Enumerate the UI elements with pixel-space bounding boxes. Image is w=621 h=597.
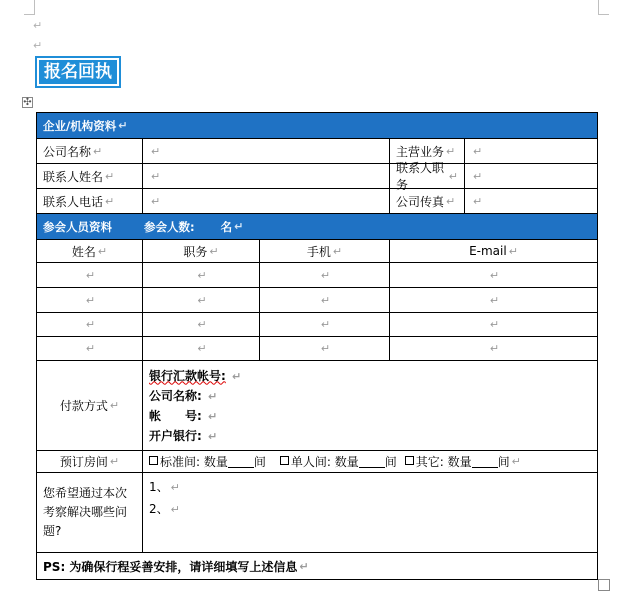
- question-item-2: 2、 ↵: [149, 502, 180, 516]
- column-header-position: 职务 ↵: [143, 240, 260, 262]
- company-fax-label-cell: [390, 189, 465, 213]
- company-section-title: 企业/机构资料: [43, 118, 117, 133]
- attendee-row: [37, 263, 597, 288]
- registration-form-table: [36, 112, 598, 580]
- attendee-count-unit: 名: [220, 219, 233, 234]
- paragraph-mark: ↵: [473, 169, 483, 183]
- contact-position-label: 联系人职务: [396, 161, 445, 192]
- paragraph-mark: ↵: [446, 194, 456, 208]
- contact-phone-label-cell: [37, 189, 143, 213]
- paragraph-mark: ↵: [448, 169, 458, 183]
- paragraph-mark: ↵: [151, 194, 161, 208]
- column-header-name: 姓名 ↵: [37, 240, 143, 262]
- company-fax-label: 公司传真: [396, 194, 445, 209]
- attendee-mobile-input[interactable]: ↵: [260, 313, 390, 336]
- company-name-input[interactable]: [143, 139, 390, 163]
- attendee-row: [37, 337, 597, 361]
- ps-note: PS: 为确保行程妥善安排，请详细填写上述信息: [43, 559, 298, 574]
- attendee-header-row: [37, 240, 597, 263]
- attendee-name-input[interactable]: ↵: [37, 288, 143, 312]
- opening-bank-line: 开户银行: ↵: [149, 428, 218, 443]
- attendee-section-title: 参会人员资料: [43, 219, 112, 234]
- paragraph-mark: ↵: [33, 19, 43, 32]
- contact-position-input[interactable]: [465, 164, 597, 188]
- attendee-mobile-input[interactable]: ↵: [260, 337, 390, 360]
- single-room-unit: 间: [384, 455, 397, 469]
- other-room-unit: 间: [497, 455, 510, 469]
- question-label-cell: [37, 473, 143, 552]
- payee-company-line: 公司名称: ↵: [149, 388, 218, 403]
- attendee-position-input[interactable]: ↵: [143, 288, 260, 312]
- bank-account-label: 银行汇款帐号:: [149, 368, 226, 383]
- table-resize-handle[interactable]: [598, 579, 610, 591]
- payment-details-input[interactable]: [143, 361, 597, 450]
- paragraph-mark: ↵: [105, 169, 115, 183]
- company-section-header: [37, 113, 597, 139]
- paragraph-mark: ↵: [109, 455, 120, 468]
- attendee-email-input[interactable]: ↵: [489, 318, 500, 331]
- question-row: [37, 473, 597, 553]
- room-options: [143, 451, 597, 472]
- column-header-mobile: 手机 ↵: [260, 240, 390, 262]
- contact-name-row: [37, 161, 597, 192]
- ps-note-cell: [37, 553, 597, 579]
- attendee-position-input[interactable]: ↵: [143, 337, 260, 360]
- attendee-section-header: [37, 214, 597, 240]
- main-business-input[interactable]: [465, 139, 597, 163]
- crop-mark-top-left: [24, 0, 35, 15]
- room-row: [37, 451, 597, 473]
- contact-phone-input[interactable]: [143, 189, 390, 213]
- ps-row: [37, 553, 597, 580]
- payment-label: 付款方式: [59, 399, 108, 413]
- single-room-checkbox[interactable]: [280, 456, 289, 465]
- attendee-name-input[interactable]: ↵: [37, 263, 143, 287]
- attendee-email-input[interactable]: ↵: [489, 293, 500, 307]
- company-name-label: 公司名称: [43, 144, 92, 159]
- attendee-position-input[interactable]: ↵: [143, 263, 260, 287]
- company-name-label-cell: [37, 139, 143, 163]
- title-frame: [35, 56, 121, 88]
- attendee-position-input[interactable]: ↵: [143, 313, 260, 336]
- contact-phone-label: 联系人电话: [43, 194, 104, 209]
- attendee-row: [37, 288, 597, 313]
- account-number-label: 帐 号:: [149, 408, 202, 423]
- attendee-email-input[interactable]: ↵: [489, 268, 500, 282]
- standard-room-label: 标准间: 数量: [160, 455, 228, 469]
- paragraph-mark: ↵: [33, 39, 43, 52]
- contact-position-label-cell: [390, 161, 465, 192]
- contact-phone-row: [37, 189, 597, 214]
- attendee-row: [37, 313, 597, 337]
- paragraph-mark: ↵: [151, 144, 161, 158]
- single-room-quantity-input[interactable]: [359, 456, 385, 468]
- company-name-row: [37, 139, 597, 164]
- question-item-1: 1、 ↵: [149, 480, 180, 494]
- standard-room-quantity-input[interactable]: [228, 456, 254, 468]
- other-room-checkbox[interactable]: [405, 456, 414, 465]
- payment-label-cell: [37, 361, 143, 450]
- paragraph-mark: ↵: [473, 144, 483, 158]
- paragraph-mark: ↵: [446, 144, 456, 158]
- contact-name-input[interactable]: [143, 164, 390, 188]
- paragraph-mark: ↵: [93, 144, 103, 158]
- payment-row: [37, 361, 597, 451]
- single-room-label: 单人间: 数量: [290, 455, 359, 469]
- table-move-icon[interactable]: ✣: [23, 97, 32, 108]
- payee-company-label: 公司名称:: [149, 388, 202, 403]
- paragraph-mark: ↵: [118, 119, 128, 132]
- paragraph-mark: ↵: [299, 559, 309, 573]
- other-room-label: 其它: 数量: [415, 455, 472, 469]
- attendee-mobile-input[interactable]: ↵: [260, 288, 390, 312]
- attendee-name-input[interactable]: ↵: [37, 337, 143, 360]
- attendee-email-input[interactable]: ↵: [489, 342, 500, 355]
- paragraph-mark: ↵: [511, 455, 521, 468]
- company-fax-input[interactable]: [465, 189, 597, 213]
- standard-room-checkbox[interactable]: [149, 456, 158, 465]
- account-number-line: 帐 号: ↵: [149, 408, 218, 423]
- paragraph-mark: ↵: [234, 220, 244, 233]
- paragraph-mark: ↵: [151, 169, 161, 183]
- main-business-label: 主营业务: [396, 144, 445, 159]
- bank-account-line: 银行汇款帐号: ↵: [149, 368, 242, 383]
- paragraph-mark: ↵: [109, 399, 120, 412]
- other-room-quantity-input[interactable]: [472, 456, 498, 468]
- contact-name-label: 联系人姓名: [43, 169, 104, 184]
- attendee-name-input[interactable]: ↵: [37, 313, 143, 336]
- room-label: 预订房间: [59, 455, 108, 469]
- attendee-count-label: 参会人数:: [144, 219, 195, 234]
- opening-bank-label: 开户银行:: [149, 428, 202, 443]
- room-label-cell: [37, 451, 143, 472]
- standard-room-unit: 间: [253, 455, 266, 469]
- page-title: 报名回执: [39, 60, 117, 84]
- column-header-email: E-mail ↵: [469, 244, 518, 258]
- paragraph-mark: ↵: [105, 194, 115, 208]
- paragraph-mark: ↵: [473, 194, 483, 208]
- question-label: 您希望通过本次考察解决哪些问题?: [43, 486, 128, 538]
- question-answer-input[interactable]: [143, 473, 597, 552]
- contact-name-label-cell: [37, 164, 143, 188]
- attendee-mobile-input[interactable]: ↵: [260, 263, 390, 287]
- crop-mark-top-right: [598, 0, 609, 15]
